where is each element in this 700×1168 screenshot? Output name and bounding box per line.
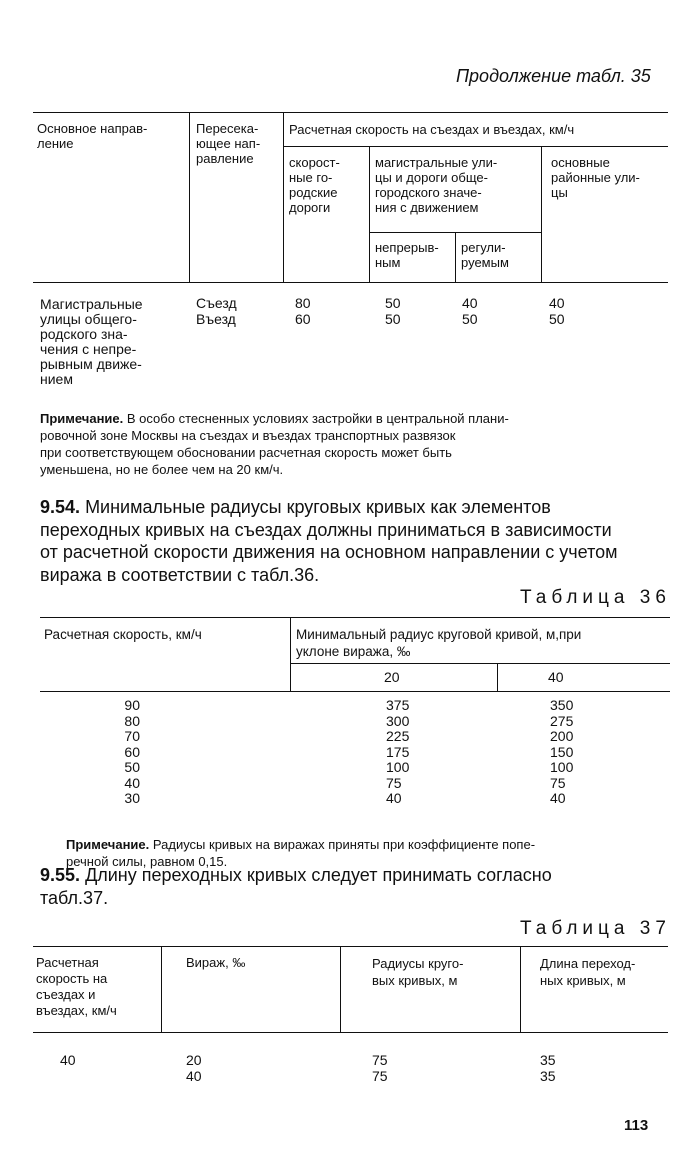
table-rule	[33, 1032, 668, 1033]
table-cell: 70	[124, 728, 140, 744]
header-transition-length: Длина переход- ных кривых, м	[540, 956, 636, 988]
regulated-column	[462, 296, 478, 327]
header-curve-radii: Радиусы круго- вых кривых, м	[372, 956, 464, 988]
table-cell: 50	[385, 295, 401, 311]
table-cell: 50	[549, 310, 565, 327]
paragraph-9-54	[40, 496, 670, 586]
header-min-radius: Минимальный радиус круговой кривой, м,при уклоне виража, ‰	[296, 627, 582, 659]
row-label: Магистральные улицы общего- родского зна- чения с непре- рывным движе- нием	[40, 296, 143, 387]
table-rule	[520, 946, 521, 1032]
header-crossing-direction: Пересека- ющее нап- равление	[196, 121, 261, 166]
radius-40-column	[550, 698, 573, 807]
table-cell: 150	[550, 743, 574, 760]
table-37-caption: Таблица 37	[520, 918, 671, 939]
header-district-streets: основные районные ули- цы	[551, 155, 640, 200]
note-text: Радиусы кривых на виражах приняты при коэффициенте попе- речной силы, равном 0,15.	[66, 837, 536, 869]
table-rule	[290, 617, 291, 691]
note-text: В особо стесненных условиях застройки в центральной плани- ровочной зоне Москвы на съездах и въездах транспортных развязок при соответствующем обосновании расчетная скорость может быть уменьшена, но не более чем на 20 км/ч.	[40, 411, 509, 477]
table-cell: 40	[186, 1067, 202, 1084]
paragraph-number: 9.54.	[40, 497, 81, 517]
table-cell: 75	[550, 774, 566, 791]
district-column	[549, 296, 565, 327]
table-cell: 40	[550, 790, 566, 806]
page-number: 113	[624, 1117, 649, 1134]
radii-column	[372, 1053, 388, 1084]
header-design-speed-ramps: Расчетная скорость на съездах и въездах, км/ч	[36, 955, 117, 1018]
table-cell: 40	[386, 790, 402, 806]
table-cell: Въезд	[196, 310, 236, 327]
table-cell: 200	[550, 728, 574, 744]
header-main-direction: Основное направ- ление	[37, 121, 148, 151]
table-cell: Съезд	[196, 295, 237, 311]
paragraph-text: Минимальные радиусы круговых кривых как элементов переходных кривых на съездах должны приниматься в зависимости от расчетной скорости движения на основном направлении с учетом виража в соответствии с табл.36.	[40, 497, 618, 585]
table-rule	[40, 691, 670, 692]
speed-cell: 40	[60, 1052, 76, 1068]
table-cell: 80	[295, 295, 311, 311]
table-cell: 35	[540, 1052, 556, 1068]
table-cell: 20	[186, 1052, 202, 1068]
table-cell: 60	[295, 310, 311, 327]
table-36-caption: Таблица 36	[520, 587, 671, 608]
fast-roads-column	[295, 296, 311, 327]
lengths-column	[540, 1053, 556, 1084]
note-table-35	[40, 410, 668, 478]
table-cell: 350	[550, 697, 574, 713]
table-cell: 75	[372, 1067, 388, 1084]
table-cell: 100	[386, 759, 410, 775]
note-label: Примечание.	[66, 837, 150, 852]
table-rule	[40, 617, 670, 618]
table-cell: 40	[124, 774, 140, 791]
table-cell: 100	[550, 759, 574, 775]
table-cell: 40	[462, 295, 478, 311]
table-rule	[455, 232, 456, 282]
direction-column	[196, 296, 237, 327]
table-cell: 80	[124, 712, 140, 729]
header-superelevation: Вираж, ‰	[186, 955, 246, 970]
table-cell: 50	[462, 310, 478, 327]
header-main-streets: магистральные ули- цы и дороги обще- городского значе- ния с движением	[375, 155, 498, 215]
table-rule	[369, 146, 370, 282]
continuation-heading: Продолжение табл. 35	[456, 66, 651, 86]
table-rule	[33, 282, 668, 283]
header-speed: Расчетная скорость, км/ч	[44, 627, 202, 642]
paragraph-9-55	[40, 864, 670, 909]
table-rule	[33, 112, 668, 113]
table-cell: 75	[386, 774, 402, 791]
table-rule	[340, 946, 341, 1032]
table-cell: 375	[386, 697, 410, 713]
table-rule	[541, 146, 542, 282]
table-cell: 75	[372, 1052, 388, 1068]
header-fast-roads: скорост- ные го- родские дороги	[289, 155, 340, 215]
table-cell: 90	[124, 697, 140, 713]
subheader-40: 40	[548, 669, 564, 685]
table-rule	[283, 146, 668, 147]
table-cell: 225	[386, 728, 410, 744]
superelevation-column	[186, 1053, 202, 1084]
table-rule	[161, 946, 162, 1032]
table-rule	[33, 946, 668, 947]
paragraph-number: 9.55.	[40, 865, 81, 885]
continuous-column	[385, 296, 401, 327]
radius-20-column	[386, 698, 409, 807]
table-rule	[497, 663, 498, 691]
subheader-20: 20	[384, 669, 400, 685]
table-cell: 50	[124, 759, 140, 775]
header-design-speed: Расчетная скорость на съездах и въездах, км/ч	[289, 122, 575, 137]
header-regulated: регули- руемым	[461, 240, 509, 270]
speed-column	[100, 698, 140, 807]
table-cell: 175	[386, 743, 410, 760]
header-continuous: непрерыв- ным	[375, 240, 439, 270]
table-cell: 300	[386, 712, 410, 729]
table-rule	[189, 112, 190, 282]
table-cell: 35	[540, 1067, 556, 1084]
table-cell: 60	[124, 743, 140, 760]
table-rule	[290, 663, 670, 664]
table-rule	[283, 112, 284, 282]
table-cell: 30	[124, 790, 140, 806]
paragraph-text: Длину переходных кривых следует принимать согласно табл.37.	[40, 865, 552, 908]
note-label: Примечание.	[40, 411, 124, 426]
table-cell: 50	[385, 310, 401, 327]
table-cell: 275	[550, 712, 574, 729]
table-cell: 40	[549, 295, 565, 311]
